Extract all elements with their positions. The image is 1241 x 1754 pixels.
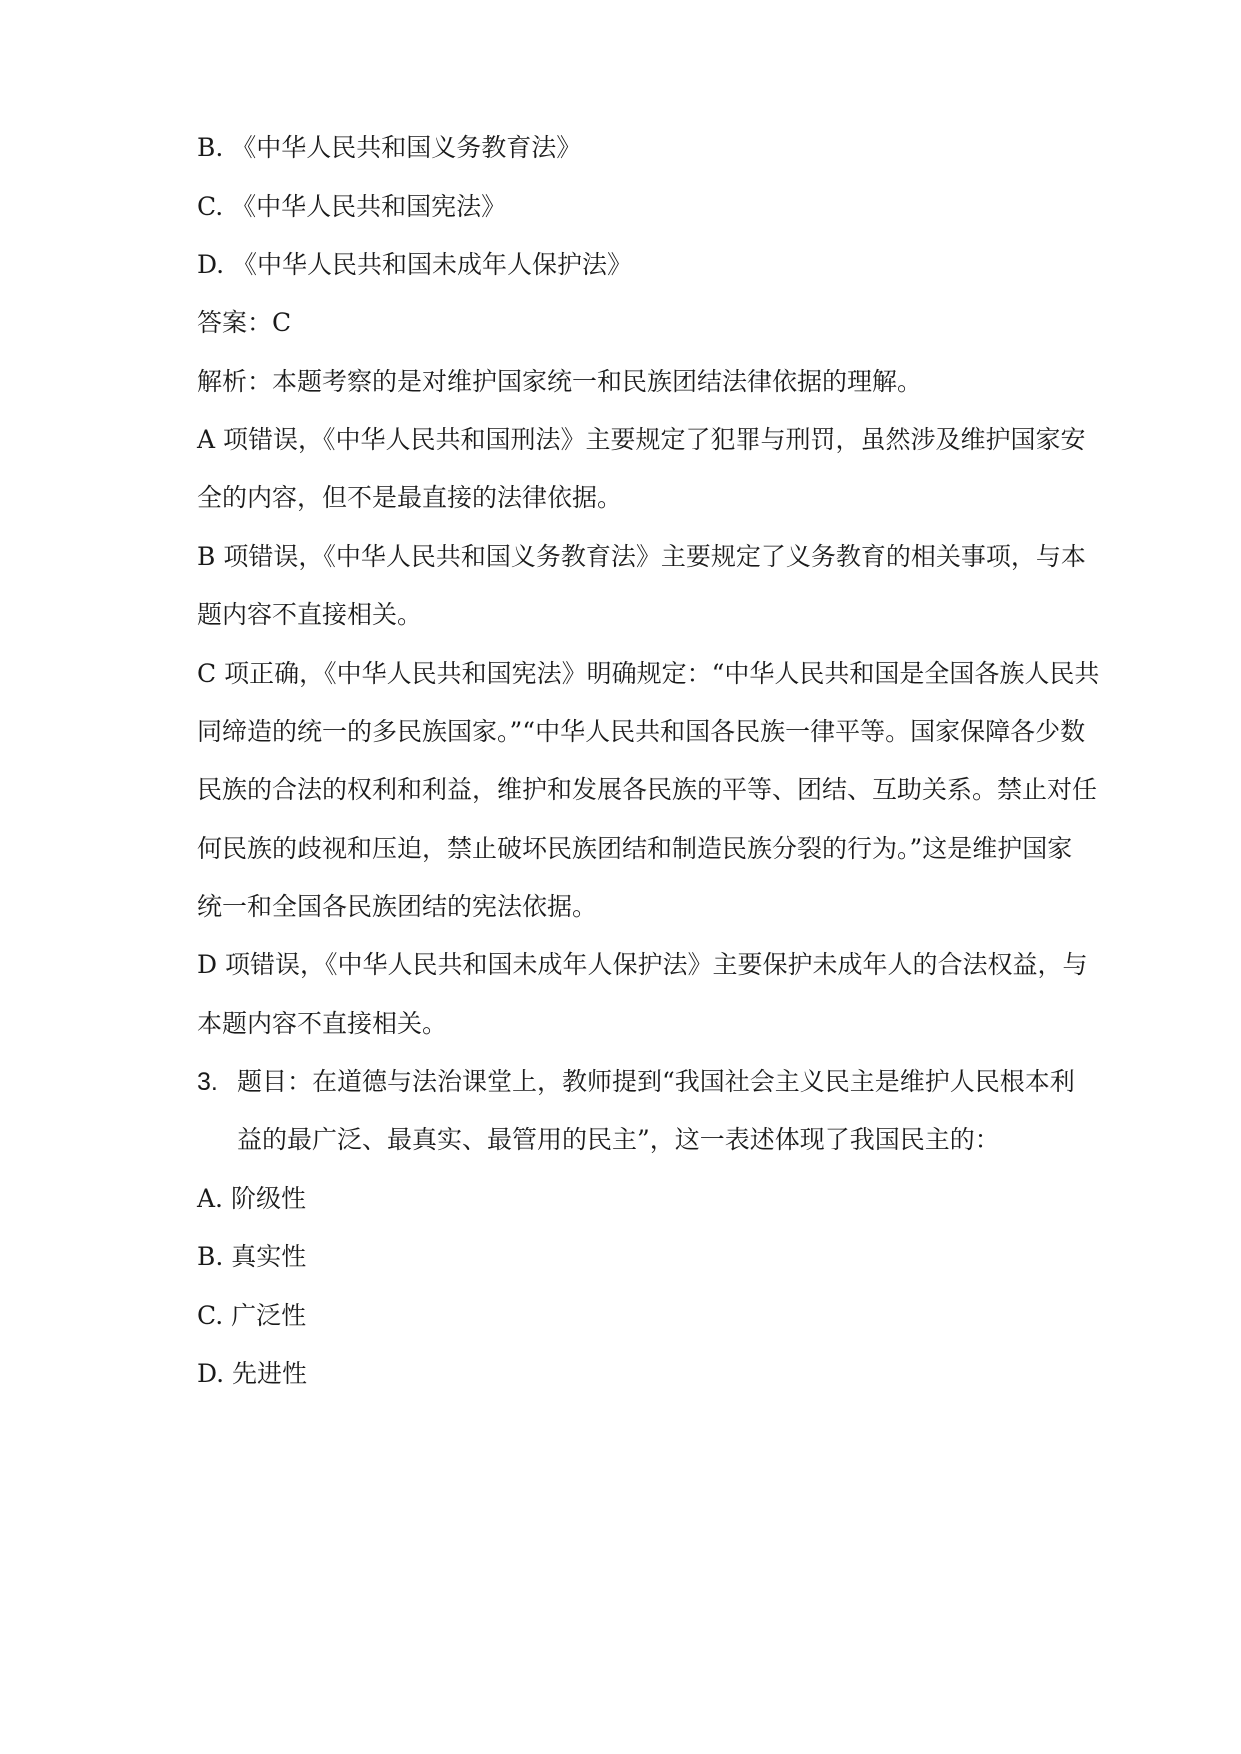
option-b-previous: B. 《中华人民共和国义务教育法》 [197, 133, 582, 162]
answer-line: 答案：C [197, 308, 292, 337]
question-option-c: C. 广泛性 [197, 1301, 307, 1330]
question-number: 3. [197, 1068, 218, 1096]
a-wrong-line-2: 全的内容，但不是最直接的法律依据。 [197, 483, 623, 512]
a-wrong-line-1: A 项错误，《中华人民共和国刑法》主要规定了犯罪与刑罚，虽然涉及维护国家安 [197, 425, 1086, 454]
c-right-line-2: 同缔造的统一的多民族国家。”“中华人民共和国各民族一律平等。国家保障各少数 [197, 717, 1086, 746]
c-right-line-3: 民族的合法的权利和利益，维护和发展各民族的平等、团结、互助关系。禁止对任 [197, 775, 1098, 804]
b-wrong-line-2: 题内容不直接相关。 [197, 600, 423, 629]
d-wrong-line-2: 本题内容不直接相关。 [197, 1009, 448, 1038]
question-text-line-1: 题目：在道德与法治课堂上，教师提到“我国社会主义民主是维护人民根本利 [237, 1067, 1075, 1096]
option-c-previous: C. 《中华人民共和国宪法》 [197, 192, 507, 221]
c-right-line-1: C 项正确，《中华人民共和国宪法》明确规定：“中华人民共和国是全国各族人民共 [197, 659, 1100, 688]
b-wrong-line-1: B 项错误，《中华人民共和国义务教育法》主要规定了义务教育的相关事项，与本 [197, 542, 1086, 571]
analysis-intro: 解析：本题考察的是对维护国家统一和民族团结法律依据的理解。 [197, 367, 923, 396]
c-right-line-4: 何民族的歧视和压迫，禁止破坏民族团结和制造民族分裂的行为。”这是维护国家 [197, 834, 1073, 863]
d-wrong-line-1: D 项错误，《中华人民共和国未成年人保护法》主要保护未成年人的合法权益，与 [197, 950, 1088, 979]
question-text-line-2: 益的最广泛、最真实、最管用的民主”，这一表述体现了我国民主的： [237, 1125, 1000, 1154]
question-option-b: B. 真实性 [197, 1242, 307, 1271]
question-option-a: A. 阶级性 [197, 1184, 306, 1213]
option-d-previous: D. 《中华人民共和国未成年人保护法》 [197, 250, 633, 279]
question-option-d: D. 先进性 [197, 1359, 308, 1388]
c-right-line-5: 统一和全国各民族团结的宪法依据。 [197, 892, 598, 921]
